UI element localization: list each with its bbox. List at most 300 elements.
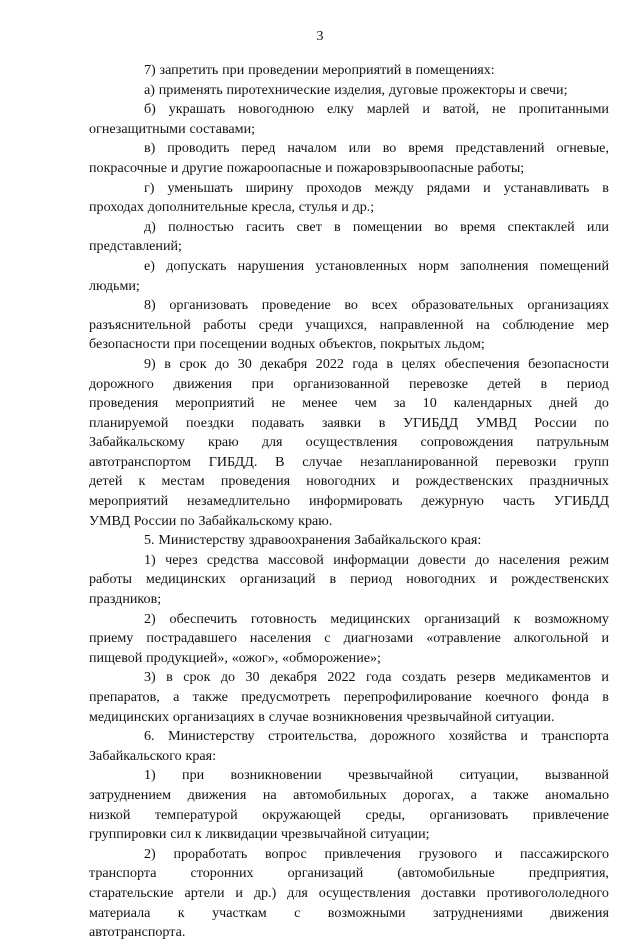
word: года xyxy=(365,669,392,686)
word: проходов xyxy=(306,179,362,196)
word: сторонних xyxy=(190,865,254,882)
word: ликвидации xyxy=(205,826,278,843)
word: др.) xyxy=(253,884,277,901)
word: осуществления xyxy=(305,434,398,451)
text-line xyxy=(89,355,609,375)
word: в xyxy=(164,355,171,372)
text-line xyxy=(89,668,609,688)
word: 10 xyxy=(422,395,437,412)
word: обеспечить xyxy=(169,610,238,627)
text-line xyxy=(89,237,609,257)
word: препаратов, xyxy=(89,689,160,705)
word: незапланированной xyxy=(360,453,479,470)
word: затруднением xyxy=(89,786,172,803)
word: 1) xyxy=(144,767,156,784)
word: транспорта xyxy=(541,728,609,745)
word: уменьшать xyxy=(167,179,233,196)
word: на xyxy=(476,316,490,333)
word: при xyxy=(173,336,196,353)
word: автомобильных xyxy=(293,786,387,803)
word: новогодних xyxy=(406,571,476,588)
paragraph xyxy=(89,296,609,355)
word: сил xyxy=(170,826,192,843)
word: до xyxy=(220,669,236,686)
word: движения xyxy=(187,786,247,803)
word: планируемой xyxy=(89,414,169,431)
word: В xyxy=(275,453,285,470)
word: до xyxy=(475,551,490,568)
word: льдом; xyxy=(444,336,485,353)
word: ватой, xyxy=(442,101,480,118)
paragraph xyxy=(89,218,609,257)
word: случае xyxy=(302,453,343,470)
word: организациях xyxy=(527,297,609,314)
word: направленной xyxy=(379,316,464,333)
word: 2) xyxy=(144,610,156,627)
text-line xyxy=(89,727,609,747)
word: населения xyxy=(498,551,561,568)
word: проведение xyxy=(261,297,331,314)
word: местам xyxy=(161,473,205,490)
paragraph xyxy=(89,81,609,101)
word: организовать xyxy=(429,806,509,823)
word: 8) xyxy=(144,297,156,314)
word: также xyxy=(192,689,228,705)
word: или xyxy=(348,140,371,157)
word: в) xyxy=(144,140,156,157)
word: помещении xyxy=(352,218,423,235)
text-line xyxy=(89,610,609,630)
text-line xyxy=(89,433,609,453)
word: представлений xyxy=(455,140,545,157)
word: заявки xyxy=(321,414,362,431)
word: 5. xyxy=(144,532,155,549)
word: в xyxy=(386,355,394,372)
word: приему xyxy=(89,630,134,647)
word: дополнительные xyxy=(147,199,248,216)
word: проводить xyxy=(167,140,230,157)
word: детей xyxy=(89,473,123,490)
word: медикаментов xyxy=(505,669,591,686)
word: декабря xyxy=(260,355,308,372)
word: хозяйства xyxy=(448,728,507,745)
word: строительства, xyxy=(268,728,357,745)
text-line xyxy=(89,825,609,845)
word: в xyxy=(602,689,609,705)
word: старательские xyxy=(89,884,174,901)
word: ситуации; xyxy=(370,826,430,843)
word: здравоохранения xyxy=(248,532,351,549)
word: ситуации, xyxy=(459,767,519,784)
word: затруднениями xyxy=(432,904,523,921)
word: 1) xyxy=(144,551,156,568)
text-line xyxy=(89,453,609,473)
word: чрезвычайной xyxy=(281,826,367,843)
text-line xyxy=(89,806,609,826)
word: другие xyxy=(182,159,223,176)
text-line xyxy=(89,139,609,159)
word: 9) xyxy=(144,355,156,372)
word: по xyxy=(594,414,609,431)
text-line xyxy=(89,786,609,806)
word: температурой xyxy=(154,806,238,823)
word: свет xyxy=(296,218,322,235)
text-line xyxy=(89,590,609,610)
word: и xyxy=(341,199,349,216)
word: учащихся, xyxy=(305,316,368,333)
text-line xyxy=(89,296,609,316)
word: среды, xyxy=(365,806,405,823)
word: сопровождения xyxy=(420,434,514,451)
word: привлечение xyxy=(532,806,609,823)
word: проходах xyxy=(89,199,144,216)
paragraph xyxy=(89,257,609,296)
word: огнезащитными xyxy=(89,120,186,137)
text-line xyxy=(89,551,609,571)
word: между xyxy=(374,179,414,196)
word: при xyxy=(182,767,205,784)
text-line xyxy=(89,414,609,434)
word: 2022 xyxy=(315,355,344,372)
word: Забайкальскому xyxy=(198,512,295,529)
word: образовательных xyxy=(411,297,514,314)
word: и xyxy=(483,179,491,196)
word: поездки xyxy=(186,414,235,431)
document-body xyxy=(89,61,609,943)
word: д) xyxy=(144,218,156,235)
word: населения xyxy=(249,630,312,647)
text-line xyxy=(89,747,609,767)
word: возможному xyxy=(534,610,609,627)
word: чрезвычайной xyxy=(406,708,492,725)
word: до xyxy=(215,355,230,372)
word: создать xyxy=(401,669,447,686)
text-line xyxy=(89,218,609,238)
word: в xyxy=(540,375,548,392)
text-line xyxy=(89,864,609,884)
text-line xyxy=(89,81,609,101)
text-line xyxy=(89,688,609,708)
word: к xyxy=(177,904,185,921)
word: установленных xyxy=(315,257,408,274)
word: нарушения xyxy=(237,257,305,274)
word: проработать xyxy=(173,845,248,862)
word: перед xyxy=(241,140,276,157)
word: организациях xyxy=(172,708,255,725)
word: продукцией», xyxy=(146,649,228,666)
word: России xyxy=(534,414,577,431)
word: дуговые xyxy=(388,81,438,98)
word: (автомобильные xyxy=(397,865,495,882)
word: краю xyxy=(208,434,239,451)
word: заполнения xyxy=(460,257,529,274)
word: медицинских xyxy=(89,708,170,725)
word: детей xyxy=(487,375,521,392)
word: Забайкальского xyxy=(89,747,182,764)
word: полностью xyxy=(168,218,234,235)
word: организаций xyxy=(424,610,500,627)
text-line xyxy=(89,179,609,199)
word: декабря xyxy=(269,669,317,686)
word: и xyxy=(489,571,498,588)
word: покрытых xyxy=(380,336,441,353)
word: а xyxy=(173,689,180,705)
word: перевозки xyxy=(495,453,557,470)
text-line xyxy=(89,570,609,590)
word: мероприятий xyxy=(175,395,255,412)
word: противогололедного xyxy=(486,884,609,901)
word: 3) xyxy=(144,669,156,686)
word: календарных xyxy=(453,395,533,412)
word: перевозке xyxy=(409,375,469,392)
word: пищевой xyxy=(89,649,143,666)
word: при xyxy=(251,375,274,392)
word: через xyxy=(165,551,198,568)
word: низкой xyxy=(89,806,131,823)
word: период xyxy=(566,375,609,392)
word: пострадавшего xyxy=(146,630,237,647)
word: марлей xyxy=(366,101,410,118)
text-line xyxy=(89,845,609,865)
word: режим xyxy=(569,551,609,568)
word: рождественских xyxy=(511,571,609,588)
word: новогодних xyxy=(306,473,376,490)
word: людьми; xyxy=(89,277,140,294)
word: осуществления xyxy=(318,884,411,901)
word: украшать xyxy=(168,101,226,118)
text-line xyxy=(89,923,609,943)
word: Министерству xyxy=(158,532,245,549)
word: транспорта xyxy=(89,865,157,882)
word: за xyxy=(393,395,406,412)
word: патрульным xyxy=(536,434,609,451)
word: чем xyxy=(354,395,377,412)
word: допускать xyxy=(166,257,227,274)
word: довести xyxy=(418,551,466,568)
word: дорогах, xyxy=(403,786,455,803)
word: свечи; xyxy=(530,81,568,98)
text-line xyxy=(89,277,609,297)
word: дней xyxy=(549,395,578,412)
word: организаций xyxy=(239,571,316,588)
word: УМВД xyxy=(89,512,130,529)
word: в xyxy=(602,179,609,196)
word: дорожного xyxy=(370,728,436,745)
word: проведения xyxy=(220,473,291,490)
word: участкам xyxy=(212,904,267,921)
text-line xyxy=(89,649,609,669)
word: в xyxy=(334,218,341,235)
word: предусмотреть xyxy=(241,689,331,705)
text-line xyxy=(89,884,609,904)
word: массовой xyxy=(268,551,324,568)
word: и xyxy=(518,81,527,98)
word: пожароопасные xyxy=(226,159,322,176)
word: при xyxy=(222,62,245,78)
word: УГИБДД xyxy=(553,493,609,510)
word: праздничных xyxy=(529,473,609,490)
word: групп xyxy=(574,453,609,470)
word: организовать xyxy=(169,297,249,314)
text-line xyxy=(89,904,609,924)
word: началом xyxy=(287,140,337,157)
word: разъяснительной xyxy=(89,316,191,333)
word: вопрос xyxy=(264,845,307,862)
word: соблюдение xyxy=(502,316,575,333)
word: 30 xyxy=(237,355,252,372)
word: безопасности xyxy=(89,336,170,353)
text-line xyxy=(89,472,609,492)
word: работы xyxy=(89,571,132,588)
word: спектаклей xyxy=(507,218,575,235)
word: г) xyxy=(144,179,155,196)
text-line xyxy=(89,159,609,179)
word: на xyxy=(262,786,277,803)
word: рождественских xyxy=(415,473,514,490)
word: предприятия, xyxy=(528,865,609,882)
word: для xyxy=(261,434,283,451)
word: перепрофилирование xyxy=(343,689,472,705)
word: также xyxy=(493,786,529,803)
word: аномально xyxy=(545,786,609,803)
paragraph xyxy=(89,100,609,139)
word: автотранспортом xyxy=(89,453,191,470)
word: представлений; xyxy=(89,238,182,255)
word: и xyxy=(520,728,528,745)
word: пассажирского xyxy=(520,845,609,862)
word: края: xyxy=(450,532,482,549)
text-line xyxy=(89,316,609,336)
word: работы xyxy=(203,316,247,333)
word: грузового xyxy=(418,845,478,862)
paragraph xyxy=(89,668,609,727)
text-line xyxy=(89,198,609,218)
word: и xyxy=(601,630,609,647)
word: края: xyxy=(185,747,217,764)
word: норм xyxy=(418,257,449,274)
word: чрезвычайной xyxy=(347,767,434,784)
word: возможными xyxy=(327,904,406,921)
word: медицинских xyxy=(145,571,226,588)
word: гасить xyxy=(246,218,285,235)
word: информации xyxy=(333,551,409,568)
word: помещениях: xyxy=(415,62,495,78)
word: резерв xyxy=(456,669,496,686)
text-line xyxy=(89,629,609,649)
word: покрасочные xyxy=(89,159,168,176)
word: вызванной xyxy=(544,767,609,784)
word: 2) xyxy=(144,845,156,862)
word: работы; xyxy=(477,159,525,176)
word: по xyxy=(180,512,195,529)
word: новогоднюю xyxy=(238,101,315,118)
word: дорожного xyxy=(89,375,154,392)
word: в xyxy=(378,414,386,431)
word: проведении xyxy=(248,62,319,78)
word: и xyxy=(601,669,609,686)
word: артели xyxy=(184,884,225,901)
word: и xyxy=(325,159,333,176)
word: часть xyxy=(502,493,535,510)
word: ГИБДД. xyxy=(208,453,258,470)
word: пожаровзрывоопасные xyxy=(336,159,474,176)
word: к xyxy=(138,473,146,490)
word: всех xyxy=(371,297,398,314)
word: елку xyxy=(326,101,354,118)
word: не xyxy=(492,101,506,118)
word: изделия, xyxy=(334,81,386,98)
page-number: 3 xyxy=(316,29,324,44)
word: и xyxy=(494,845,503,862)
word: пропитанными xyxy=(518,101,609,118)
word: «отравление xyxy=(426,630,501,647)
word: период xyxy=(350,571,393,588)
word: срок xyxy=(183,669,211,686)
word: для xyxy=(287,884,308,901)
word: в xyxy=(258,708,265,725)
word: рядами xyxy=(426,179,471,196)
word: средства xyxy=(206,551,259,568)
word: возникновения xyxy=(312,708,403,725)
word: др.; xyxy=(352,199,375,216)
word: УМВД xyxy=(475,414,517,431)
word: е) xyxy=(144,257,155,274)
word: УГИБДД xyxy=(403,414,459,431)
word: движения xyxy=(173,375,233,392)
word: стулья xyxy=(298,199,338,216)
word: с xyxy=(294,904,301,921)
word: а xyxy=(470,786,477,803)
word: помещений xyxy=(539,257,609,274)
word: случае xyxy=(268,708,309,725)
paragraph xyxy=(89,727,609,766)
word: информировать xyxy=(308,493,403,510)
word: с xyxy=(324,630,331,647)
paragraph xyxy=(89,139,609,178)
word: во xyxy=(434,218,448,235)
word: ситуации. xyxy=(495,708,555,725)
word: или xyxy=(586,218,609,235)
word: подавать xyxy=(251,414,305,431)
word: возникновении xyxy=(230,767,322,784)
text-line xyxy=(89,120,609,140)
word: мер xyxy=(586,316,609,333)
word: посещении xyxy=(199,336,267,353)
word: России xyxy=(133,512,177,529)
word: 30 xyxy=(245,669,260,686)
text-line xyxy=(89,708,609,728)
word: безопасности xyxy=(528,355,609,372)
word: б) xyxy=(144,101,156,118)
text-line xyxy=(89,375,609,395)
word: организаций xyxy=(287,865,364,882)
word: и xyxy=(235,884,243,901)
word: дежурную xyxy=(421,493,484,510)
word: 6. xyxy=(144,728,155,745)
text-line xyxy=(89,61,609,81)
word: мероприятий xyxy=(89,493,169,510)
paragraph xyxy=(89,531,609,551)
word: Забайкальскому xyxy=(89,434,185,451)
word: и xyxy=(422,101,430,118)
word: привлечения xyxy=(324,845,401,862)
word: фонда xyxy=(551,689,589,705)
word: незамедлительно xyxy=(187,493,291,510)
paragraph xyxy=(89,766,609,844)
word: готовность xyxy=(250,610,317,627)
word: Забайкальского xyxy=(354,532,447,549)
text-line xyxy=(89,766,609,786)
